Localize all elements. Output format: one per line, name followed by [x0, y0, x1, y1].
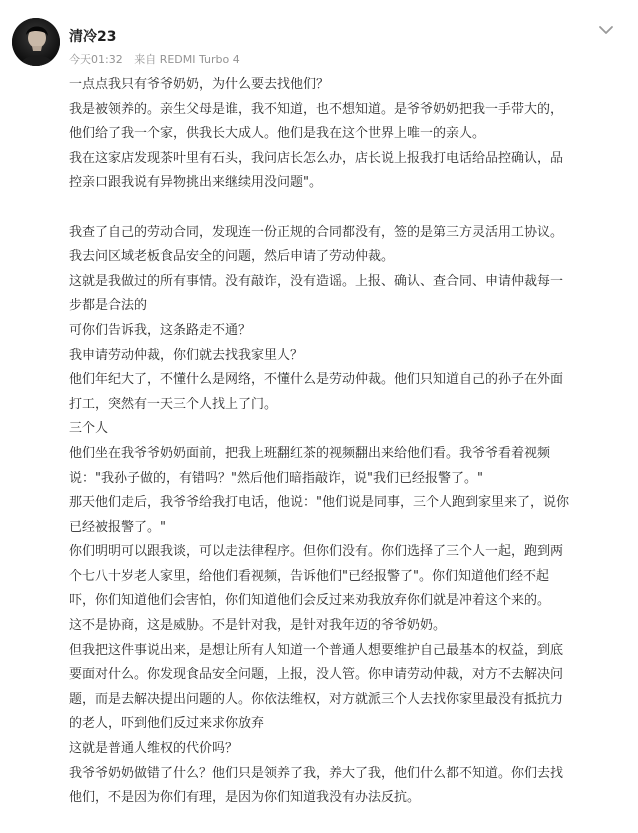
- post-text-line: 你们明明可以跟我谈，可以走法律程序。但你们没有。你们选择了三个人一起，跑到两: [69, 544, 564, 560]
- post-text-line: 题，而是去解决提出问题的人。你依法维权，对方就派三个人去找你家里最没有抵抗力: [69, 691, 564, 707]
- post-text-line: 我申请劳动仲裁，你们就去找我家里人？: [69, 347, 304, 363]
- post-text-line: [69, 196, 617, 221]
- post-text-line: 一点点我只有爷爷奶奶，为什么要去找他们？: [69, 77, 330, 92]
- post-header: [12, 18, 626, 68]
- post-text-line: 个七八十岁老人家里，给他们看视频，告诉他们"已经报警了"。你们知道他们经不起: [69, 568, 549, 584]
- post-time[interactable]: 今天01:32: [69, 53, 123, 66]
- post-text-line: 可你们告诉我，这条路走不通？: [69, 322, 252, 338]
- post-text-line: 三个人: [69, 421, 109, 437]
- post-text-line: 他们给了我一个家，供我长大成人。他们是我在这个世界上唯一的亲人。: [69, 126, 486, 142]
- post-text-line: 我是被领养的。亲生父母是谁，我不知道，也不想知道。是爷爷奶奶把我一手带大的，: [69, 101, 564, 117]
- post-text-line: 步都是合法的: [69, 298, 148, 314]
- post-text-line: 那天他们走后，我爷爷给我打电话，他说："他们说是同事，三个人跑到家里来了，说你: [69, 495, 569, 511]
- post-text-line: 打工，突然有一天三个人找上了门。: [69, 396, 278, 412]
- post-text-line: 控亲口跟我说有异物挑出来继续用没问题"。: [69, 175, 322, 191]
- post-text-line: 我查了自己的劳动合同，发现连一份正规的合同都没有，签的是第三方灵活用工协议。: [69, 224, 564, 240]
- author-name[interactable]: 清冷23: [69, 29, 117, 45]
- post-text-line: 他们坐在我爷爷奶奶面前，把我上班翻红茶的视频翻出来给他们看。我爷爷看着视频: [69, 445, 551, 461]
- post-source: 来自 REDMI Turbo 4: [134, 53, 240, 66]
- chevron-down-icon[interactable]: [596, 20, 616, 40]
- post-text-line: 他们，不是因为你们有理，是因为你们知道我没有办法反抗。: [69, 790, 421, 806]
- post-text-line: 我去问区域老板食品安全的问题，然后申请了劳动仲裁。: [69, 249, 395, 265]
- post-text-line: 我爷爷奶奶做错了什么？他们只是领养了我，养大了我，他们什么都不知道。你们去找: [69, 765, 564, 781]
- avatar-image: [12, 18, 60, 66]
- post-text-line: 但我把这件事说出来，是想让所有人知道一个普通人想要维护自己最基本的权益，到底: [69, 642, 564, 658]
- post-text-line: 的老人，吓到他们反过来求你放弃: [69, 716, 265, 732]
- post-text-line: 已经被报警了。": [69, 519, 166, 535]
- post-text-line: 要面对什么。你发现食品安全问题，上报，没人管。你申请劳动仲裁，对方不去解决问: [69, 667, 564, 683]
- post-text-line: 这就是我做过的所有事情。没有敲诈，没有造谣。上报、确认、查合同、申请仲裁每一: [69, 273, 564, 289]
- post-text-line: 他们年纪大了，不懂什么是网络，不懂什么是劳动仲裁。他们只知道自己的孙子在外面: [69, 372, 564, 388]
- post-text-line: 这就是普通人维权的代价吗？: [69, 741, 239, 757]
- post-body: [69, 73, 617, 811]
- post-text-line: 说："我孙子做的，有错吗？"然后他们暗指敲诈，说"我们已经报警了。": [69, 470, 483, 486]
- post-meta: [69, 51, 240, 67]
- post-text-line: 吓，你们知道他们会害怕，你们知道他们会反过来劝我放弃你们就是冲着这个来的。: [69, 593, 551, 609]
- post-text-line: 这不是协商，这是威胁。不是针对我，是针对我年迈的爷爷奶奶。: [69, 618, 447, 634]
- avatar[interactable]: [12, 18, 60, 66]
- post-text-line: 我在这家店发现茶叶里有石头，我问店长怎么办，店长说上报我打电话给品控确认，品: [69, 150, 564, 166]
